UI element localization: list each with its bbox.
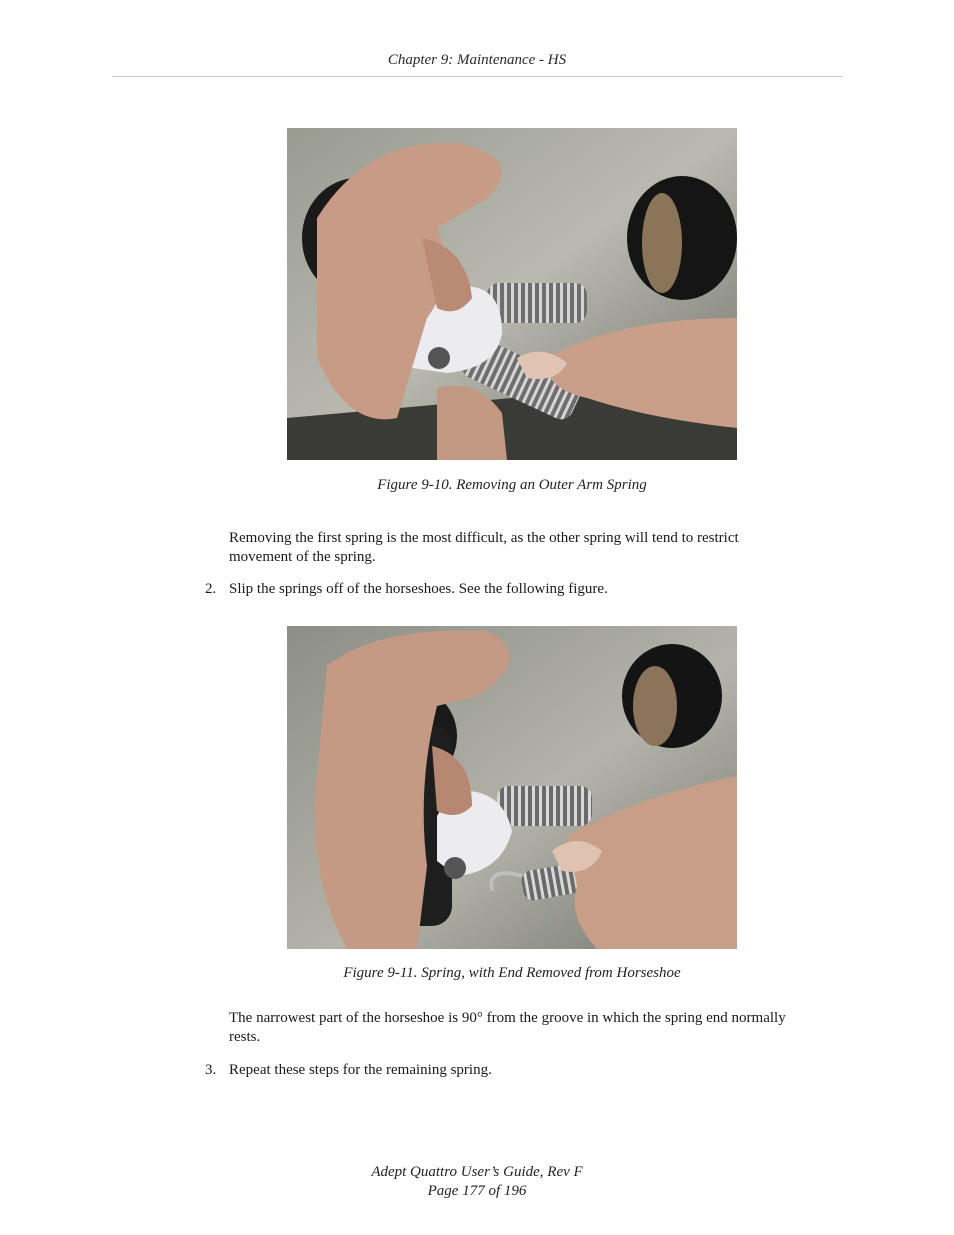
- step-2-number: 2.: [205, 581, 217, 597]
- footer-guide-title: Adept Quattro User’s Guide, Rev F: [371, 1164, 583, 1180]
- figure-9-11-caption: Figure 9-11. Spring, with End Removed from Horseshoe: [343, 965, 681, 981]
- step-3-text: Repeat these steps for the remaining spring.: [229, 1062, 492, 1078]
- page-header: Chapter 9: Maintenance - HS: [387, 52, 567, 68]
- note-narrowest-part: The narrowest part of the horseshoe is 90° from the groove in which the spring end normally rests.: [229, 1010, 786, 1045]
- figure-9-10-caption: Figure 9-10. Removing an Outer Arm Spring: [377, 477, 647, 493]
- header-divider: [112, 76, 842, 77]
- footer-page-number: Page 177 of 196: [427, 1183, 527, 1199]
- figure-9-11-photo: [287, 626, 737, 949]
- figure-9-10-photo: [287, 128, 737, 460]
- note-first-spring: Removing the first spring is the most difficult, as the other spring will tend to restrict movement of the spring.: [229, 530, 739, 565]
- step-3-number: 3.: [205, 1062, 217, 1078]
- step-2-text: Slip the springs off of the horseshoes. See the following figure.: [229, 581, 608, 597]
